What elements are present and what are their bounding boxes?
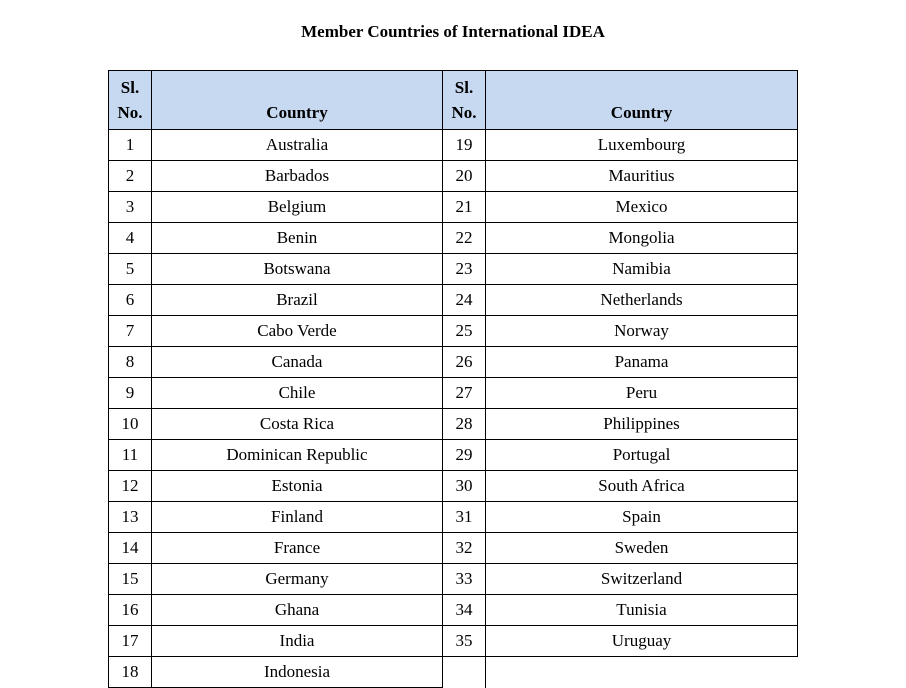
serial-number-cell: 31 (443, 502, 486, 533)
country-cell: Chile (152, 378, 443, 409)
serial-number-cell: 25 (443, 316, 486, 347)
country-cell: Norway (486, 316, 798, 347)
serial-number-cell: 18 (109, 657, 152, 688)
serial-number-cell: 35 (443, 626, 486, 657)
table-row (109, 192, 798, 223)
country-cell: Ghana (152, 595, 443, 626)
serial-number-cell: 16 (109, 595, 152, 626)
serial-number-cell: 24 (443, 285, 486, 316)
table-row (109, 161, 798, 192)
serial-header-line2: No. (451, 103, 477, 122)
table-row (109, 533, 798, 564)
serial-number-cell: 29 (443, 440, 486, 471)
table-row (109, 471, 798, 502)
serial-number-cell: 28 (443, 409, 486, 440)
table-row (109, 595, 798, 626)
country-cell: Spain (486, 502, 798, 533)
table-row (109, 440, 798, 471)
country-cell: Costa Rica (152, 409, 443, 440)
country-header-right: Country (486, 71, 798, 130)
document-title: Member Countries of International IDEA (301, 22, 605, 41)
serial-number-cell: 22 (443, 223, 486, 254)
table-header-row (109, 71, 798, 130)
country-cell: Benin (152, 223, 443, 254)
country-cell: Belgium (152, 192, 443, 223)
table-row (109, 316, 798, 347)
serial-number-cell: 9 (109, 378, 152, 409)
table-row (109, 130, 798, 161)
table-row (109, 285, 798, 316)
country-cell: Switzerland (486, 564, 798, 595)
serial-number-cell: 12 (109, 471, 152, 502)
country-cell: India (152, 626, 443, 657)
serial-number-cell: 21 (443, 192, 486, 223)
table-row (109, 254, 798, 285)
table-row (109, 502, 798, 533)
table-row (109, 626, 798, 657)
serial-number-cell: 15 (109, 564, 152, 595)
serial-number-cell: 2 (109, 161, 152, 192)
serial-number-cell: 10 (109, 409, 152, 440)
serial-number-cell: 30 (443, 471, 486, 502)
country-cell: Peru (486, 378, 798, 409)
serial-number-cell: 1 (109, 130, 152, 161)
member-countries-table (108, 70, 798, 688)
empty-cell (486, 657, 798, 688)
serial-number-cell: 7 (109, 316, 152, 347)
country-cell: Uruguay (486, 626, 798, 657)
serial-number-cell: 20 (443, 161, 486, 192)
serial-number-cell: 3 (109, 192, 152, 223)
country-cell: Estonia (152, 471, 443, 502)
serial-number-cell: 11 (109, 440, 152, 471)
country-cell: Canada (152, 347, 443, 378)
table-row (109, 409, 798, 440)
country-cell: Luxembourg (486, 130, 798, 161)
serial-number-cell: 32 (443, 533, 486, 564)
serial-header-line2: No. (117, 103, 143, 122)
country-cell: Mongolia (486, 223, 798, 254)
table-row (109, 657, 798, 688)
serial-number-cell: 8 (109, 347, 152, 378)
serial-number-cell: 13 (109, 502, 152, 533)
table-row (109, 223, 798, 254)
serial-number-header-left (109, 71, 152, 130)
country-cell: Sweden (486, 533, 798, 564)
serial-number-cell: 23 (443, 254, 486, 285)
country-cell: Brazil (152, 285, 443, 316)
serial-number-cell: 4 (109, 223, 152, 254)
serial-number-cell: 14 (109, 533, 152, 564)
country-cell: Mexico (486, 192, 798, 223)
country-cell: Cabo Verde (152, 316, 443, 347)
country-header-left: Country (152, 71, 443, 130)
table-row (109, 378, 798, 409)
serial-number-cell: 34 (443, 595, 486, 626)
country-cell: Panama (486, 347, 798, 378)
country-cell: Indonesia (152, 657, 443, 688)
serial-number-cell: 19 (443, 130, 486, 161)
country-cell: Finland (152, 502, 443, 533)
serial-number-cell: 33 (443, 564, 486, 595)
serial-number-header-right (443, 71, 486, 130)
country-cell: Germany (152, 564, 443, 595)
serial-number-cell: 5 (109, 254, 152, 285)
country-cell: Portugal (486, 440, 798, 471)
table-row (109, 564, 798, 595)
country-cell: Philippines (486, 409, 798, 440)
country-cell: Botswana (152, 254, 443, 285)
country-cell: Namibia (486, 254, 798, 285)
country-cell: Netherlands (486, 285, 798, 316)
country-cell: Dominican Republic (152, 440, 443, 471)
country-cell: Tunisia (486, 595, 798, 626)
country-cell: South Africa (486, 471, 798, 502)
serial-header-line1: Sl. (454, 78, 474, 97)
serial-header-line1: Sl. (120, 78, 140, 97)
serial-number-cell: 6 (109, 285, 152, 316)
country-cell: Mauritius (486, 161, 798, 192)
table-body (109, 130, 798, 688)
serial-number-cell: 17 (109, 626, 152, 657)
empty-cell (443, 657, 486, 688)
serial-number-cell: 26 (443, 347, 486, 378)
country-cell: France (152, 533, 443, 564)
table-row (109, 347, 798, 378)
serial-number-cell: 27 (443, 378, 486, 409)
country-cell: Barbados (152, 161, 443, 192)
country-cell: Australia (152, 130, 443, 161)
